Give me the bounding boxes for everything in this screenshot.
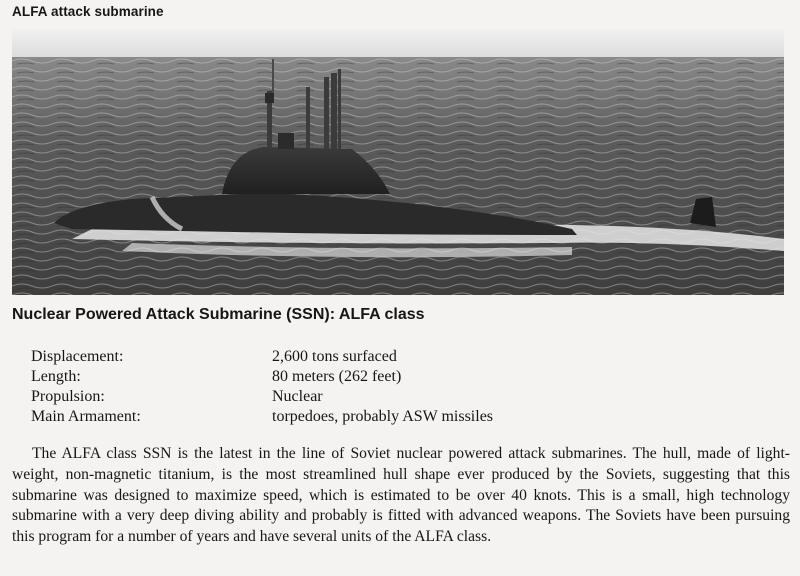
spec-row-propulsion	[31, 387, 631, 407]
section-heading: Nuclear Powered Attack Submarine (SSN): ALFA class	[12, 306, 425, 323]
spec-row-length	[31, 367, 631, 387]
spec-row-armament	[31, 407, 631, 427]
spec-label: Propulsion:	[31, 388, 105, 405]
submarine-photo	[12, 29, 784, 295]
photo-caption: ALFA attack submarine	[12, 4, 164, 19]
spec-label: Length:	[31, 368, 81, 385]
spec-value: torpedoes, probably ASW missiles	[272, 408, 494, 425]
spec-row-displacement	[31, 347, 631, 367]
spec-label: Main Armament:	[31, 408, 141, 425]
spec-value: 80 meters (262 feet)	[272, 368, 402, 385]
description-paragraph: The ALFA class SSN is the latest in the line of Soviet nuclear powered attack submarines. The hull, made of light-weight, non-magnetic titanium, is the most streamlined hull shape ever produced by the Soviets, suggesting that this submarine was designed to maximize speed, which is estimated to be over 40 knots. This is a small, high technology submarine with a very deep diving ability and probably is fitted with advanced weapons. The Soviets have been pursuing this program for a number of years and have several units of the ALFA class.	[12, 445, 790, 546]
spec-label: Displacement:	[31, 348, 124, 365]
specifications-table	[31, 347, 631, 427]
spec-value: 2,600 tons surfaced	[272, 348, 397, 365]
spec-value: Nuclear	[272, 388, 323, 405]
